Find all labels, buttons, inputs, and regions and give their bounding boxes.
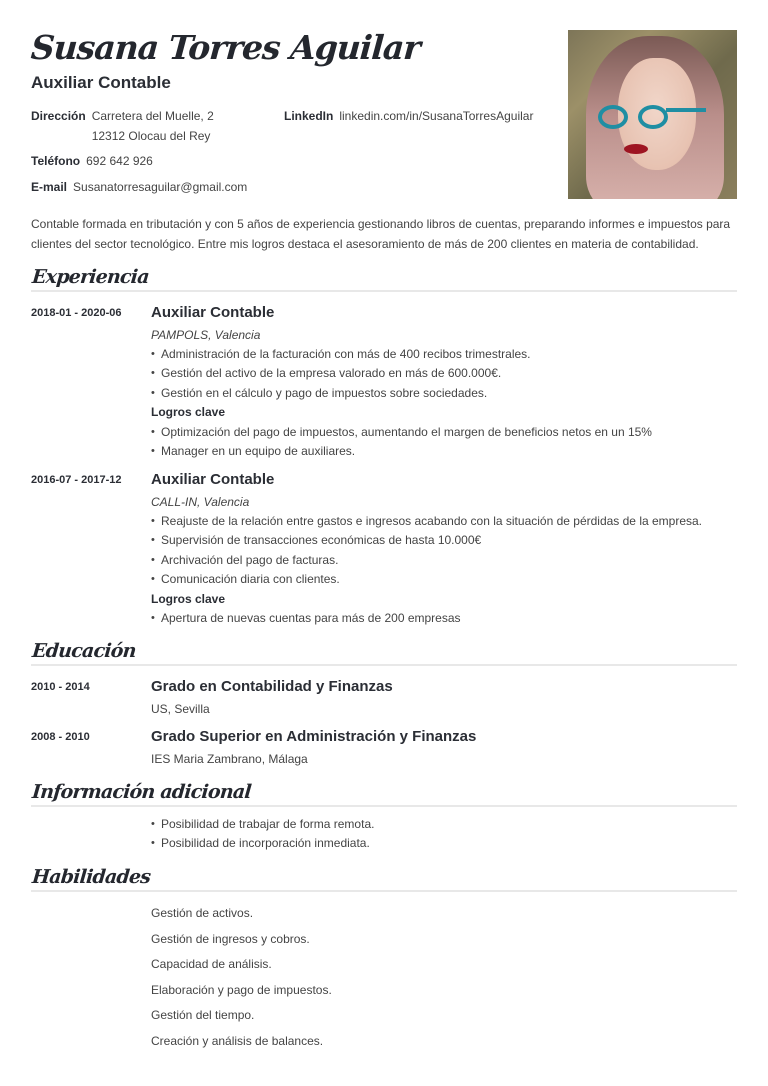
entry-dates: 2008 - 2010 [31,731,90,743]
skills-list [151,901,332,1055]
additional-info-item: • Posibilidad de trabajar de forma remota. [151,815,737,834]
task-item: • Supervisión de transacciones económicas de hasta 10.000€ [151,531,737,550]
section-divider [31,290,737,292]
section-divider [31,805,737,807]
skill-item: Gestión del tiempo. [151,1008,255,1023]
achievement-list [151,609,737,628]
entry-body [151,470,737,628]
achievement-item: • Manager en un equipo de auxiliares. [151,442,737,461]
task-item: • Comunicación diaria con clientes. [151,570,737,589]
skill-item: Creación y análisis de balances. [151,1033,324,1048]
task-item: • Gestión del activo de la empresa valorado en más de 600.000€. [151,364,737,383]
entry-dates: 2016-07 - 2017-12 [31,474,122,486]
entry-dates: 2010 - 2014 [31,681,90,693]
section-title-skills: Habilidades [31,866,152,888]
entry-body [151,677,737,719]
email-label: E-mail [31,180,68,194]
profile-photo [568,30,737,199]
linkedin-link[interactable]: linkedin.com/in/SusanaTorresAguilar [339,109,534,123]
photo-glasses-left [598,105,628,129]
candidate-title: Auxiliar Contable [31,73,171,92]
achievements-label: Logros clave [151,405,226,420]
task-list [151,345,737,403]
skill-item: Capacidad de análisis. [151,957,272,972]
photo-lips-shape [624,144,648,154]
entry-dates: 2018-01 - 2020-06 [31,307,122,319]
entry-company: PAMPOLS, Valencia [151,328,261,342]
contact-address [31,106,214,146]
photo-glasses-right [638,105,668,129]
entry-role: Auxiliar Contable [151,304,275,321]
additional-info-list [151,815,737,854]
email-link[interactable]: Susanatorresaguilar@gmail.com [73,180,248,194]
section-title-experience: Experiencia [31,266,150,288]
address-value [92,106,214,146]
entry-degree: Grado en Contabilidad y Finanzas [151,678,393,695]
address-label: Dirección [31,109,86,123]
entry-body [151,303,737,461]
skill-item: Elaboración y pago de impuestos. [151,982,332,997]
task-item: • Archivación del pago de facturas. [151,551,737,570]
profile-summary: Contable formada en tributación y con 5 años de experiencia gestionando libros de cuentas, preparando informes e impuestos para clientes del sector tecnológico. Entre mis logros destaca el asesoramiento de más de 200 clientes en materia de contabilidad. [31,217,731,251]
achievement-item: • Apertura de nuevas cuentas para más de 200 empresas [151,609,737,628]
section-divider [31,664,737,666]
section-divider [31,890,737,892]
linkedin-label: LinkedIn [284,109,334,123]
contact-linkedin [284,106,533,126]
skill-item: Gestión de ingresos y cobros. [151,931,310,946]
phone-value[interactable]: 692 642 926 [86,154,153,168]
contact-phone [31,151,153,171]
entry-role: Auxiliar Contable [151,471,275,488]
entry-body [151,815,737,854]
candidate-name: Susana Torres Aguilar [29,28,422,67]
entry-school: US, Sevilla [151,702,210,716]
achievement-list [151,423,737,462]
entry-degree: Grado Superior en Administración y Finanzas [151,728,477,745]
additional-info-item: • Posibilidad de incorporación inmediata. [151,834,737,853]
section-title-additional-info: Información adicional [31,781,252,803]
achievement-item: • Optimización del pago de impuestos, aumentando el margen de beneficios netos en un 15% [151,423,737,442]
section-title-education: Educación [31,640,137,662]
entry-school: IES Maria Zambrano, Málaga [151,752,308,766]
achievements-label: Logros clave [151,591,226,606]
skill-item: Gestión de activos. [151,906,254,920]
contact-email [31,177,247,197]
task-item: • Reajuste de la relación entre gastos e ingresos acabando con la situación de pérdidas de la empresa. [151,512,737,531]
task-item: • Administración de la facturación con más de 400 recibos trimestrales. [151,345,737,364]
entry-body [151,727,737,769]
photo-glasses-temple [666,108,706,112]
task-list [151,512,737,590]
task-item: • Gestión en el cálculo y pago de impuestos sobre sociedades. [151,384,737,403]
phone-label: Teléfono [31,154,81,168]
entry-company: CALL-IN, Valencia [151,495,250,509]
address-line-2: 12312 Olocau del Rey [91,129,211,143]
address-line-1: Carretera del Muelle, 2 [91,109,214,123]
